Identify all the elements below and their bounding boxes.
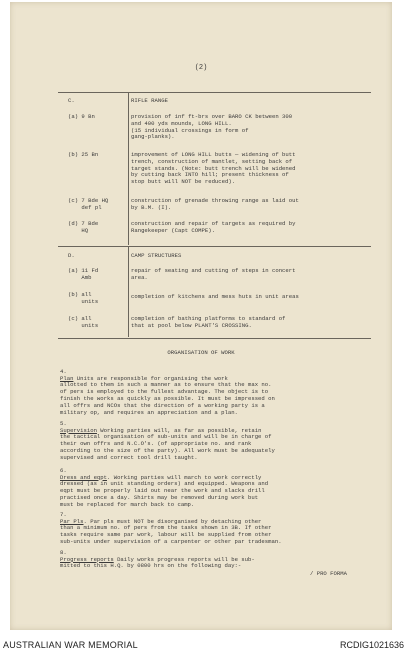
paragraph-4-text: Units are responsible for organising the work allotted to them in such a manner as to ensure that the max no. of pers is employed to the fullest advantage. The object is to finish the works as quickly as possible. It must be impressed on all offrs and NCOs that the direction of a working party is a military op, and requires an appreciation and a plan. — [60, 374, 275, 416]
paragraph-5 — [60, 414, 378, 462]
paragraph-8-number: 8. — [60, 548, 67, 556]
section-c-row-a-text: provision of inf ft-brs over BARO CK between 300 and 400 yds mounds, LONG HILL. (15 individual crossings in form of gang-planks). — [131, 113, 293, 141]
section-c-letter: C. — [68, 97, 75, 104]
paragraph-7-text: . Par pls must NOT be disorganised by detaching other than a minimum no. of pers from the tasks shown in 3B. If other tasks require same par work, labour will be supplied from other sub-units under supervision of a carpenter or other par tradesman. — [60, 517, 282, 545]
section-c-row-d-unit: (d) 7 Bde HQ — [68, 220, 99, 234]
paragraph-4 — [60, 362, 378, 416]
table-column-divider-d — [128, 247, 129, 337]
page-number: (2) — [194, 64, 208, 72]
section-d-row-b-unit: (b) all units — [68, 291, 99, 305]
paragraph-8-text: Daily works progress reports will be sub- mitted to this H.Q. by 0800 hrs on the following day:- — [60, 555, 255, 570]
archive-reference: RCDIG1021636 — [339, 640, 404, 650]
paragraph-8 — [60, 543, 378, 570]
paragraph-5-number: 5. — [60, 419, 67, 427]
section-d-title: CAMP STRUCTURES — [131, 252, 182, 259]
paragraph-7-title: Par Pls — [60, 517, 84, 525]
table-column-divider-c — [128, 93, 129, 245]
section-c-row-c-text: construction of grenade throwing range as laid out by B.M. (I). — [131, 197, 299, 211]
paragraph-4-title: Plan — [60, 374, 74, 382]
paragraph-5-text: Working parties will, as far as possible, retain the tactical organisation of sub-units and will be in charge of their own offrs and N.C.O's. (of appropriate no. and rank according to the size of the party). All work must be adequately supervised and correct tool drill taught. — [60, 426, 275, 461]
section-c-row-c-unit: (c) 7 Bde HQ def pl — [68, 197, 109, 211]
section-c-row-b-unit: (b) 25 Bn — [68, 151, 99, 158]
section-d-row-a-text: repair of seating and cutting of steps in concert area. — [131, 267, 296, 281]
document-page — [10, 2, 392, 630]
paragraph-4-number: 4. — [60, 367, 67, 375]
paragraph-6-number: 6. — [60, 466, 67, 474]
section-d-row-a-unit: (a) 11 Fd Amb — [68, 267, 99, 281]
paragraph-8-title: Progress reports — [60, 555, 114, 563]
section-d-row-c-text: completion of bathing platforms to standard of that at pool below PLANT'S CROSSING. — [131, 315, 286, 329]
continuation-note: / PRO FORMA — [310, 570, 347, 577]
section-d-row-b-text: completion of kitchens and mess huts in unit areas — [131, 293, 299, 300]
section-d-row-c-unit: (c) all units — [68, 315, 99, 329]
paragraph-7 — [60, 505, 378, 546]
paragraph-5-title: Supervision — [60, 426, 97, 434]
organisation-heading: ORGANISATION OF WORK — [167, 349, 235, 356]
paragraph-7-number: 7. — [60, 510, 67, 518]
paragraph-6-title: Dress and eqpt — [60, 473, 107, 481]
table-rule-top — [58, 92, 371, 93]
section-c-row-b-text: improvement of LONG HILL butts — widening of butt trench, construction of mantlet, setting back of target stands. (Note: butt trench will be widened by cutting back INTO hill; present thickness of stop butt will NOT be reduced). — [131, 151, 296, 186]
section-c-row-d-text: construction and repair of targets as required by Rangekeeper (Capt COMPE). — [131, 220, 296, 234]
paragraph-6 — [60, 461, 378, 509]
table-rule-middle — [58, 246, 371, 247]
section-c-title: RIFLE RANGE — [131, 97, 168, 104]
archive-credit: AUSTRALIAN WAR MEMORIAL — [3, 640, 138, 650]
section-c-row-a-unit: (a) 9 Bn — [68, 113, 95, 120]
paragraph-6-text: . Working parties will march to work correctly dressed (as in unit standing orders) and equipped. Weapons and eqpt must be properly laid out near the work and slacks drill practised once a day. Shirts may be removed during work but must be replaced for march back to camp. — [60, 473, 269, 508]
section-d-letter: D. — [68, 252, 75, 259]
archive-footer — [0, 636, 407, 654]
table-rule-bottom — [58, 338, 371, 339]
